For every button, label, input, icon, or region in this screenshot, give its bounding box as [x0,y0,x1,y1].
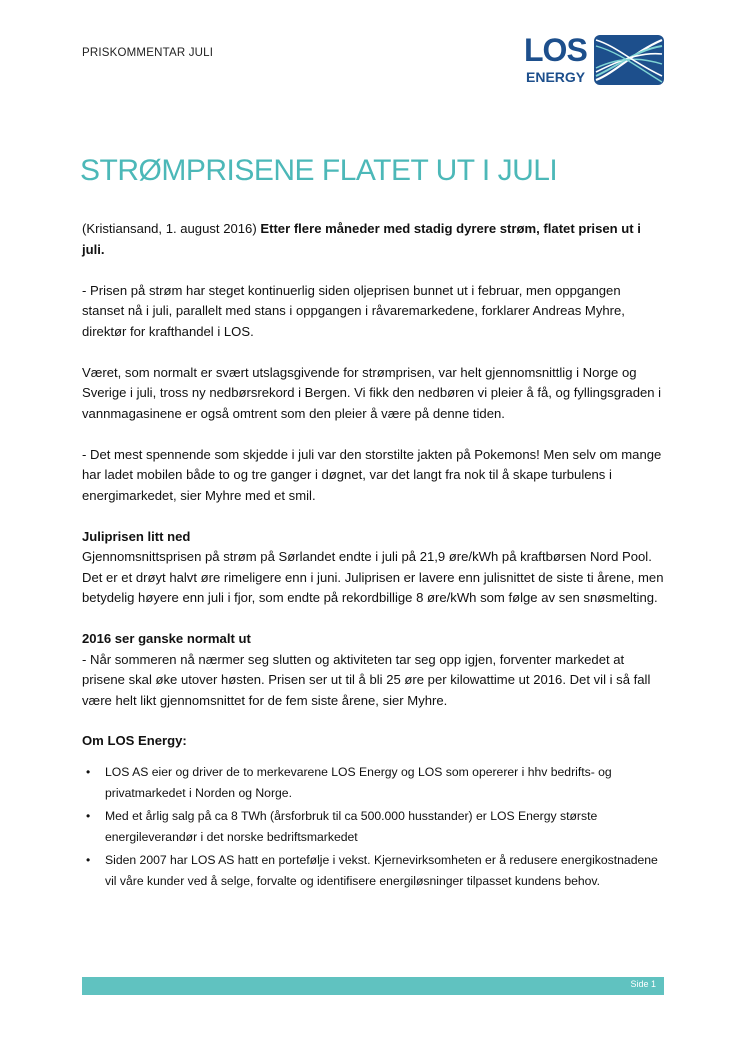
page-number: Side 1 [630,979,656,989]
logo-los-text: LOS [524,32,587,68]
section-2016-outlook [82,629,665,711]
bullet-icon: • [86,808,91,823]
dateline: (Kristiansand, 1. august 2016) [82,221,257,236]
section-heading: Juliprisen litt ned [82,528,191,544]
header-label: PRISKOMMENTAR JULI [82,47,214,59]
section-heading: 2016 ser ganske normalt ut [82,631,251,646]
article-body [82,219,665,894]
paragraph-3: - Det mest spennende som skjedde i juli var den storstilte jakten på Pokemons! Men selv om mange har ladet mobilen både to og tre ganger i døgnet, var det langt fra nok til å skape turbulens i energimarkedet, sier Myhre med et smil. [82,446,662,503]
lead-text: Etter flere måneder med stadig dyrere strøm, flatet prisen ut i juli. [82,221,641,257]
section-july-price [82,527,665,609]
list-item: • Med et årlig salg på ca 8 TWh (årsforbruk til ca 500.000 husstander) er LOS Energy største energileverandør i det norske bedriftsmarkedet [82,806,665,849]
article-title: STRØMPRISENE FLATET UT I JULI [80,154,558,187]
about-list [82,762,665,893]
bullet-icon: • [86,764,91,779]
list-item: • LOS AS eier og driver de to merkevarene LOS Energy og LOS som opererer i hhv bedrifts- og privatmarkedet i Norden og Norge. [82,762,665,805]
list-item: • Siden 2007 har LOS AS hatt en portefølje i vekst. Kjernevirksomheten er å redusere energikostnadene vil våre kunder ved å selge, forvalte og identifisere energiløsninger tilpasset kundens behov. [82,850,665,893]
about-heading: Om LOS Energy: [82,733,187,748]
lead-paragraph [82,219,665,260]
paragraph-1: - Prisen på strøm har steget kontinuerlig siden oljeprisen bunnet ut i februar, men oppgangen stanset nå i juli, parallelt med stans i oppgangen i råvaremarkedene, forklarer Andreas Myhre, direktør for krafthandel i LOS. [82,282,625,339]
paragraph-2: Været, som normalt er svært utslagsgivende for strømprisen, var helt gjennomsnittlig i Norge og Sverige i juli, tross ny nedbørsrekord i Bergen. Vi fikk den nedbøren vi pleier å få, og fyllingsgraden i vannmagasinene er også omtrent som den pleier å være på denne tiden. [82,364,662,421]
bullet-icon: • [86,852,91,867]
section-body: - Når sommeren nå nærmer seg slutten og aktiviteten tar seg opp igjen, forventer markedet at prisene skal øke utover høsten. Prisen ser ut til å bli 25 øre per kilowattime ut 2016. Det vil i så fall være helt likt gjennomsnittet for de fem siste årene, sier Myhre. [82,651,651,708]
section-body: Gjennomsnittsprisen på strøm på Sørlandet endte i juli på 21,9 øre/kWh på kraftbørsen Nord Pool. Det er et drøyt halvt øre rimeligere enn i juni. Juliprisen er lavere enn julisnittet de siste ti årene, men betydelig høyere enn juli i fjor, som endte på rekordbillige 8 øre/kWh som følge av sen snøsmelting. [82,549,664,605]
logo-energy-text: ENERGY [526,69,586,85]
footer-bar [82,977,664,995]
los-energy-logo [524,32,664,88]
logo-wave-mark [594,35,664,85]
